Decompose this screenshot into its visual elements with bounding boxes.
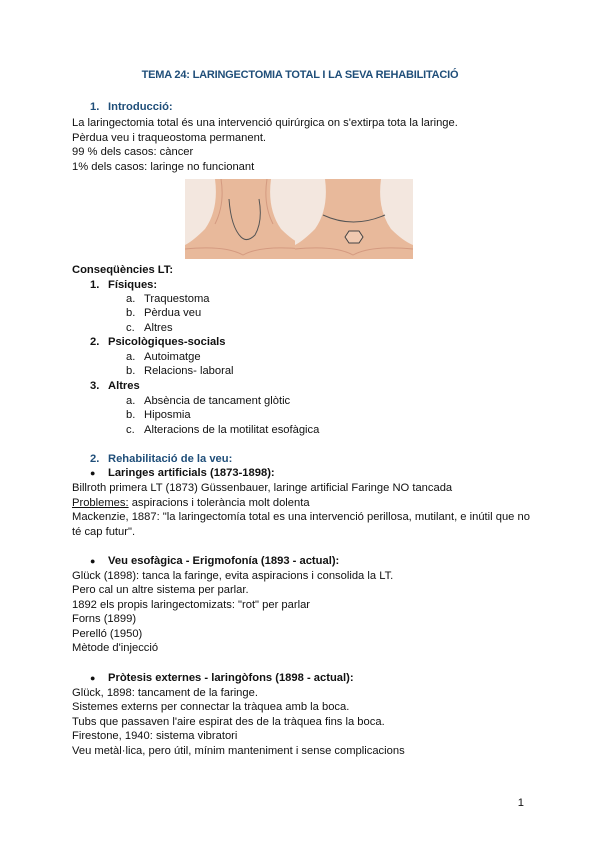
problems-text: aspiracions i tolerància molt dolenta (128, 497, 310, 509)
item-text: Pèrdua veu (144, 307, 202, 319)
item-mark: c. (126, 424, 135, 436)
text-line: Glück, 1898: tancament de la faringe. (72, 687, 258, 699)
section-1-heading: Introducció: (108, 101, 173, 113)
text-line: Perelló (1950) (72, 628, 143, 640)
section-2-number: 2. (90, 453, 100, 465)
group-number: 3. (90, 380, 100, 392)
document-title: TEMA 24: LARINGECTOMIA TOTAL I LA SEVA REHABILITACIÓ (141, 69, 459, 81)
text-line: Tubs que passaven l'aire espirat des de la tràquea fins la boca. (72, 716, 385, 728)
bullet-icon: ● (90, 468, 96, 478)
item-text: Relacions- laboral (144, 365, 234, 377)
bullet-icon: ● (90, 556, 96, 566)
text-line: Forns (1899) (72, 613, 137, 625)
text-line: Firestone, 1940: sistema vibratori (72, 730, 238, 742)
text-line: té cap futur". (72, 526, 136, 538)
item-text: Hiposmia (144, 409, 191, 421)
text-line (72, 496, 310, 510)
bullet-icon: ● (90, 673, 96, 683)
item-mark: a. (126, 395, 136, 407)
subsection-title: Laringes artificials (1873-1898): (108, 467, 275, 479)
item-mark: b. (126, 409, 136, 421)
consequences-heading: Conseqüències LT: (72, 264, 174, 276)
item-mark: b. (126, 365, 136, 377)
item-text: Altres (144, 322, 173, 334)
neck-before-image (185, 179, 303, 259)
item-mark: a. (126, 351, 136, 363)
text-line: Veu metàl·lica, pero útil, mínim manteniment i sense complicacions (72, 745, 405, 757)
subsection-title: Pròtesis externes - laringòfons (1898 - actual): (108, 672, 354, 684)
neck-with-stoma-image (295, 179, 413, 259)
text-line: Billroth primera LT (1873) Güssenbauer, laringe artificial Faringe NO tancada (72, 482, 453, 494)
item-mark: c. (126, 322, 135, 334)
item-mark: b. (126, 307, 136, 319)
text-line: 1892 els propis laringectomizats: "rot" per parlar (72, 599, 311, 611)
intro-line: Pèrdua veu i traqueostoma permanent. (72, 132, 267, 144)
intro-line: 1% dels casos: laringe no funcionant (72, 161, 255, 173)
item-text: Autoimatge (144, 351, 201, 363)
section-1-number: 1. (90, 101, 100, 113)
item-mark: a. (126, 293, 136, 305)
group-label: Físiques: (108, 279, 158, 291)
item-text: Absència de tancament glòtic (144, 395, 291, 407)
group-label: Altres (108, 380, 140, 392)
intro-line: 99 % dels casos: càncer (72, 146, 194, 158)
item-text: Alteracions de la motilitat esofàgica (144, 424, 320, 436)
text-line: Sistemes externs per connectar la tràquea amb la boca. (72, 701, 350, 713)
problems-label: Problemes: (72, 497, 129, 509)
group-number: 2. (90, 336, 100, 348)
text-line: Mackenzie, 1887: "la laringectomía total es una intervenció perillosa, mutilant, e inútil que no (72, 511, 530, 523)
intro-line: La laringectomia total és una intervenció quirúrgica on s'extirpa tota la laringe. (72, 117, 458, 129)
text-line: Glück (1898): tanca la faringe, evita aspiracions i consolida la LT. (72, 570, 394, 582)
item-text: Traquestoma (144, 293, 210, 305)
group-label: Psicològiques-socials (108, 336, 226, 348)
subsection-title: Veu esofàgica - Erigmofonía (1893 - actual): (108, 555, 340, 567)
text-line: Pero cal un altre sistema per parlar. (72, 584, 249, 596)
group-number: 1. (90, 279, 100, 291)
text-line: Mètode d'injecció (72, 642, 159, 654)
section-2-heading: Rehabilitació de la veu: (108, 453, 233, 465)
page-number: 1 (517, 797, 524, 809)
